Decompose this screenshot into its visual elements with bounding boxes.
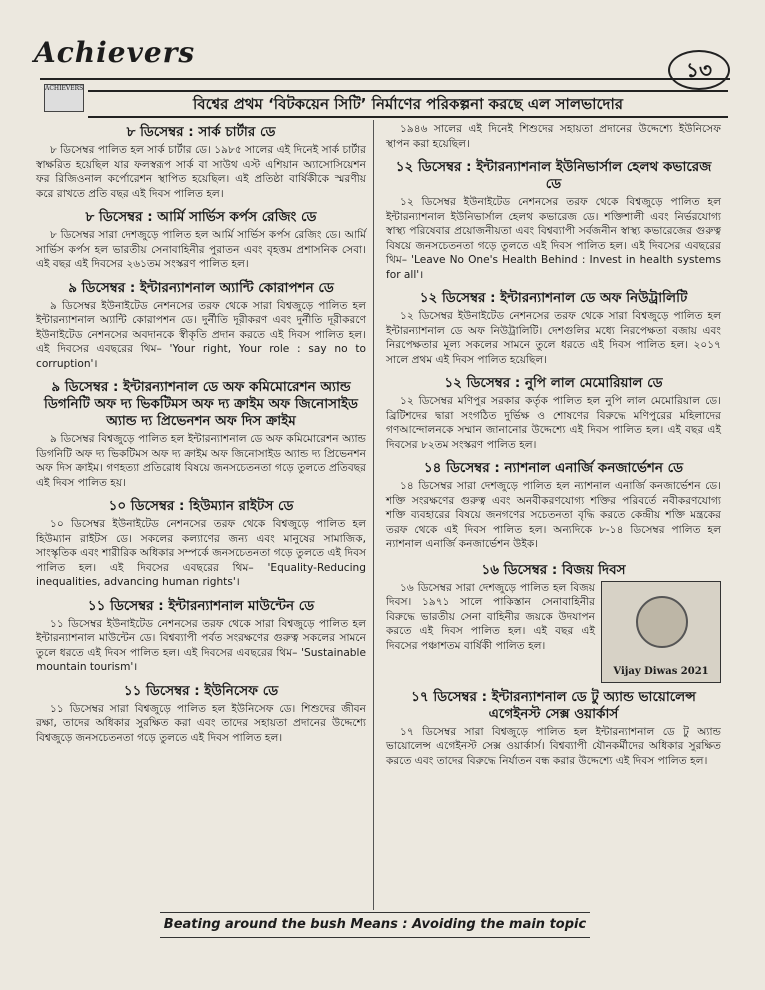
page-number: ১৩	[668, 50, 730, 90]
section-heading: ১২ ডিসেম্বর : নুপি লাল মেমোরিয়াল ডে	[444, 375, 663, 391]
section-body: ৮ ডিসেম্বর পালিত হল সার্ক চার্টার ডে। ১৯৮৫ সালের এই দিনেই সার্ক চার্টার স্বাক্ষরিত হয়েছিল যার ফলস্বরূপ সার্ক বা সাউথ এস্ট এশিয়ান অ্যাসোসিয়েশন ফর রিজিওনাল কর্পোরেশন স্থাপিত হয়েছিল। এই প্রতিষ্ঠা বার্ষিকীকে স্মরণীয় করে রাখতে প্রতি বছর এই দিবস পালিত হল।	[36, 144, 366, 200]
article-section	[36, 598, 366, 675]
right-column	[386, 122, 721, 776]
article-section	[36, 124, 366, 201]
section-heading: ৯ ডিসেম্বর : ইন্টারন্যাশনাল অ্যান্টি কোরাপশন ডে	[68, 279, 334, 296]
magazine-logo: ACHIEVERS	[44, 84, 84, 112]
image-caption: Vijay Diwas 2021	[613, 666, 709, 677]
section-body: ১১ ডিসেম্বর ইউনাইটেড নেশনসের তরফ থেকে সারা বিশ্বজুড়ে পালিত হল ইন্টারন্যাশনাল মাউন্টেন ডে। বিশ্বব্যাপী পর্বত সংরক্ষণের গুরুত্ব সকলের সামনে তুলে ধরতে এই দিবস পালিত হল। এই দিবসের এবছরের থিম– 'Sustainable mountain tourism'।	[36, 617, 366, 673]
header-rule	[40, 78, 730, 80]
headline-banner: বিশ্বের প্রথম ‘বিটকয়েন সিটি’ নির্মাণের পরিকল্পনা করছে এল সালভাদোর	[88, 90, 728, 118]
section-body: ৯ ডিসেম্বর ইউনাইটেড নেশনসের তরফ থেকে সারা বিশ্বজুড়ে পালিত হল ইন্টারন্যাশনাল অ্যান্টি কোরাপশন ডে। দুর্নীতি দূরীকরণ এবং দুর্নীতি দূরীকরণে ইউনাইটেড নেশনসের অবদানকে স্বীকৃতি প্রদান করতে এই দিবস পালিত হল। এই দিবসের এবছরের থিম– 'Your right, Your role : say no to corruption'।	[36, 299, 366, 370]
section-body: ১৯৪৬ সালের এই দিনেই শিশুদের সহায়তা প্রদানের উদ্দেশ্যে ইউনিসেফ স্থাপন করা হয়েছিল।	[386, 123, 721, 150]
section-heading: ১০ ডিসেম্বর : হিউম্যান রাইটস ডে	[108, 498, 294, 514]
section-body: ১২ ডিসেম্বর ইউনাইটেড নেশনসের তরফ থেকে বিশ্বজুড়ে পালিত হল ইন্টারন্যাশনাল ইউনিভার্সাল হেলথ কভারেজ ডে। শক্তিশালী এবং নির্ভরযোগ্য স্বাস্থ্য পরিষেবার প্রয়োজনীয়তা এবং বিশ্বব্যাপী সর্বজনীন স্বাস্থ্য কভারেজের গুরুত্ব বিষয়ে জনসচেতনতা গড়ে তুলতে এই দিবস পালিত হল। এই দিবসের এবছরের থিম– 'Leave No One's Health Behind : Invest in health systems for all'।	[386, 196, 721, 281]
footer-idiom: Beating around the bush Means : Avoiding the main topic	[160, 912, 590, 938]
section-body: ১৬ ডিসেম্বর সারা দেশজুড়ে পালিত হল বিজয় দিবস। ১৯৭১ সালে পাকিস্তান সেনাবাহিনীর বিরুদ্ধে ভারতীয় সেনা বাহিনীর জয়কে উদযাপন করতে এই দিবস পালিত হল। এই বছর এই দিবসের পঞ্চাশতম বার্ষিকী পালিত হল।	[386, 581, 595, 652]
section-body: ৯ ডিসেম্বর বিশ্বজুড়ে পালিত হল ইন্টারন্যাশনাল ডে অফ কমিমোরেশন অ্যান্ড ডিগনিটি অফ দ্য ভিকটিমস অফ দ্য ক্রাইম অফ জিনোসাইড অ্যান্ড দ্য প্রিভেনশন অফ দিস ক্রাইম। গণহত্যা প্রতিরোধ বিষয়ে জনসচেতনতা গড়ে তুলতে প্রতিবছর এই দিবস পালিত হয়।	[36, 433, 366, 489]
section-heading: ১১ ডিসেম্বর : ইউনিসেফ ডে	[123, 682, 279, 699]
section-body: ১৭ ডিসেম্বর সারা বিশ্বজুড়ে পালিত হল ইন্টারন্যাশনাল ডে টু অ্যান্ড ভায়োলেন্স এগেইনস্ট সেক্স ওয়ার্কার্স। বিশ্বব্যাপী যৌনকর্মীদের অধিকার সুরক্ষিত করতে এবং তাদের বিরুদ্ধে নির্যাতন বন্ধ করার উদ্দেশ্যে এই দিবস পালিত হল।	[386, 725, 721, 767]
article-section	[386, 689, 721, 769]
section-body: ১০ ডিসেম্বর ইউনাইটেড নেশনসের তরফ থেকে বিশ্বজুড়ে পালিত হল হিউম্যান রাইটস ডে। সকলের কল্যাণের জন্য এবং মানুষের সামাজিক, সাংস্কৃতিক এবং শারীরিক অধিকার সম্পর্কে জনসচেতনতা গড়ে তুলতে এই দিবস পালিত হল। এই দিবসের এবছরের থিম– 'Equality-Reducing inequalities, advancing human rights'।	[36, 518, 366, 588]
article-section	[36, 683, 366, 746]
section-heading: ৯ ডিসেম্বর : ইন্টারন্যাশনাল ডে অফ কমিমোরেশন অ্যান্ড ডিগনিটি অফ দ্য ভিকটিমস অফ দ্য ক্রাইম অফ জিনোসাইড অ্যান্ড দ্য প্রিভেনশন অফ দিস ক্রাইম	[44, 379, 358, 429]
article-section	[386, 159, 721, 282]
section-heading: ১২ ডিসেম্বর : ইন্টারন্যাশনাল ইউনিভার্সাল হেলথ কভারেজ ডে	[395, 159, 712, 192]
section-body: ১২ ডিসেম্বর মণিপুর সরকার কর্তৃক পালিত হল নুপি লাল মেমোরিয়াল ডে। ব্রিটিশদের দ্বারা সংগঠিত দুর্ভিক্ষ ও শোষণের বিরুদ্ধে মণিপুরের মহিলাদের গণআন্দোলনকে সম্মান জানানোর উদ্দেশ্যে এই দিবস পালিত হল। এই বছর এই দিবসের ৮২তম সংস্করণ পালিত হল।	[386, 395, 721, 451]
column-divider	[373, 120, 374, 910]
section-body: ১২ ডিসেম্বর ইউনাইটেড নেশনসের তরফ থেকে সারা বিশ্বজুড়ে পালিত হল ইন্টারন্যাশনাল ডে অফ নিউট্রালিটি। দেশগুলির মধ্যে নিরপেক্ষতা বজায় এবং নিরপেক্ষতার মূল্য সকলের সামনে তুলে ধরতে এই দিবস পালিত হল। ২০১৭ সালে প্রথম এই দিবস পালিত হয়েছিল।	[386, 310, 721, 366]
article-section	[386, 560, 721, 687]
article-section	[386, 460, 721, 552]
magazine-brand: Achievers	[34, 36, 196, 69]
article-section	[36, 280, 366, 372]
article-section	[386, 122, 721, 151]
article-section	[36, 209, 366, 272]
section-heading: ১৭ ডিসেম্বর : ইন্টারন্যাশনাল ডে টু অ্যান্ড ভায়োলেন্স এগেইনস্ট সেক্স ওয়ার্কার্স	[411, 688, 696, 722]
article-section	[36, 498, 366, 590]
section-heading: ১১ ডিসেম্বর : ইন্টারন্যাশনাল মাউন্টেন ডে	[87, 597, 315, 614]
section-heading: ৮ ডিসেম্বর : আর্মি সার্ভিস কর্পস রেজিং ডে	[85, 209, 317, 225]
section-heading: ১৬ ডিসেম্বর : বিজয় দিবস	[481, 561, 626, 578]
section-heading: ১২ ডিসেম্বর : ইন্টারন্যাশনাল ডে অফ নিউট্রালিটি	[419, 290, 688, 306]
section-body: ১১ ডিসেম্বর সারা বিশ্বজুড়ে পালিত হল ইউনিসেফ ডে। শিশুদের জীবন রক্ষা, তাদের অধিকার সুরক্ষিত করা এবং তাদের সহায়তা প্রদানের উদ্দেশ্যে বিশ্বজুড়ে জনসচেতনতা গড়ে তুলতে এই দিবস পালিত হল।	[36, 702, 366, 744]
section-body: ১৪ ডিসেম্বর সারা দেশজুড়ে পালিত হল ন্যাশনাল এনার্জি কনজার্ভেশন ডে। শক্তি সংরক্ষণের গুরুত্ব এবং অনবীকরণযোগ্য শক্তির পরিবর্তে নবীকরণযোগ্য শক্তি ব্যবহারের বিষয়ে জনগণের সচেতনতা বৃদ্ধি করতে কেন্দ্রীয় শক্তি মন্ত্রকের তরফ থেকে এই দিবস পালিত হল। অন্যদিকে ৮-১৪ ডিসেম্বর পালিত হল ন্যাশনাল এনার্জি কনজার্ভেশন উইক।	[386, 480, 721, 550]
emblem-icon	[636, 596, 688, 648]
section-body: ৮ ডিসেম্বর সারা দেশজুড়ে পালিত হল আর্মি সার্ভিস কর্পস রেজিং ডে। আর্মি সার্ভিস কর্পস হল ভারতীয় সেনাবাহিনীর পুরাতন এবং বৃহত্তম প্রশাসনিক সেবা। এই বছর এই দিবসের ২৬১তম সংস্করণ পালিত হল।	[36, 229, 366, 270]
article-section	[386, 290, 721, 367]
section-heading: ১৪ ডিসেম্বর : ন্যাশনাল এনার্জি কনজার্ভেশন ডে	[423, 460, 684, 476]
article-section	[36, 379, 366, 490]
left-column	[36, 122, 366, 753]
section-heading: ৮ ডিসেম্বর : সার্ক চার্টার ডে	[126, 124, 276, 140]
vijay-diwas-image	[601, 581, 721, 683]
article-section	[386, 375, 721, 452]
